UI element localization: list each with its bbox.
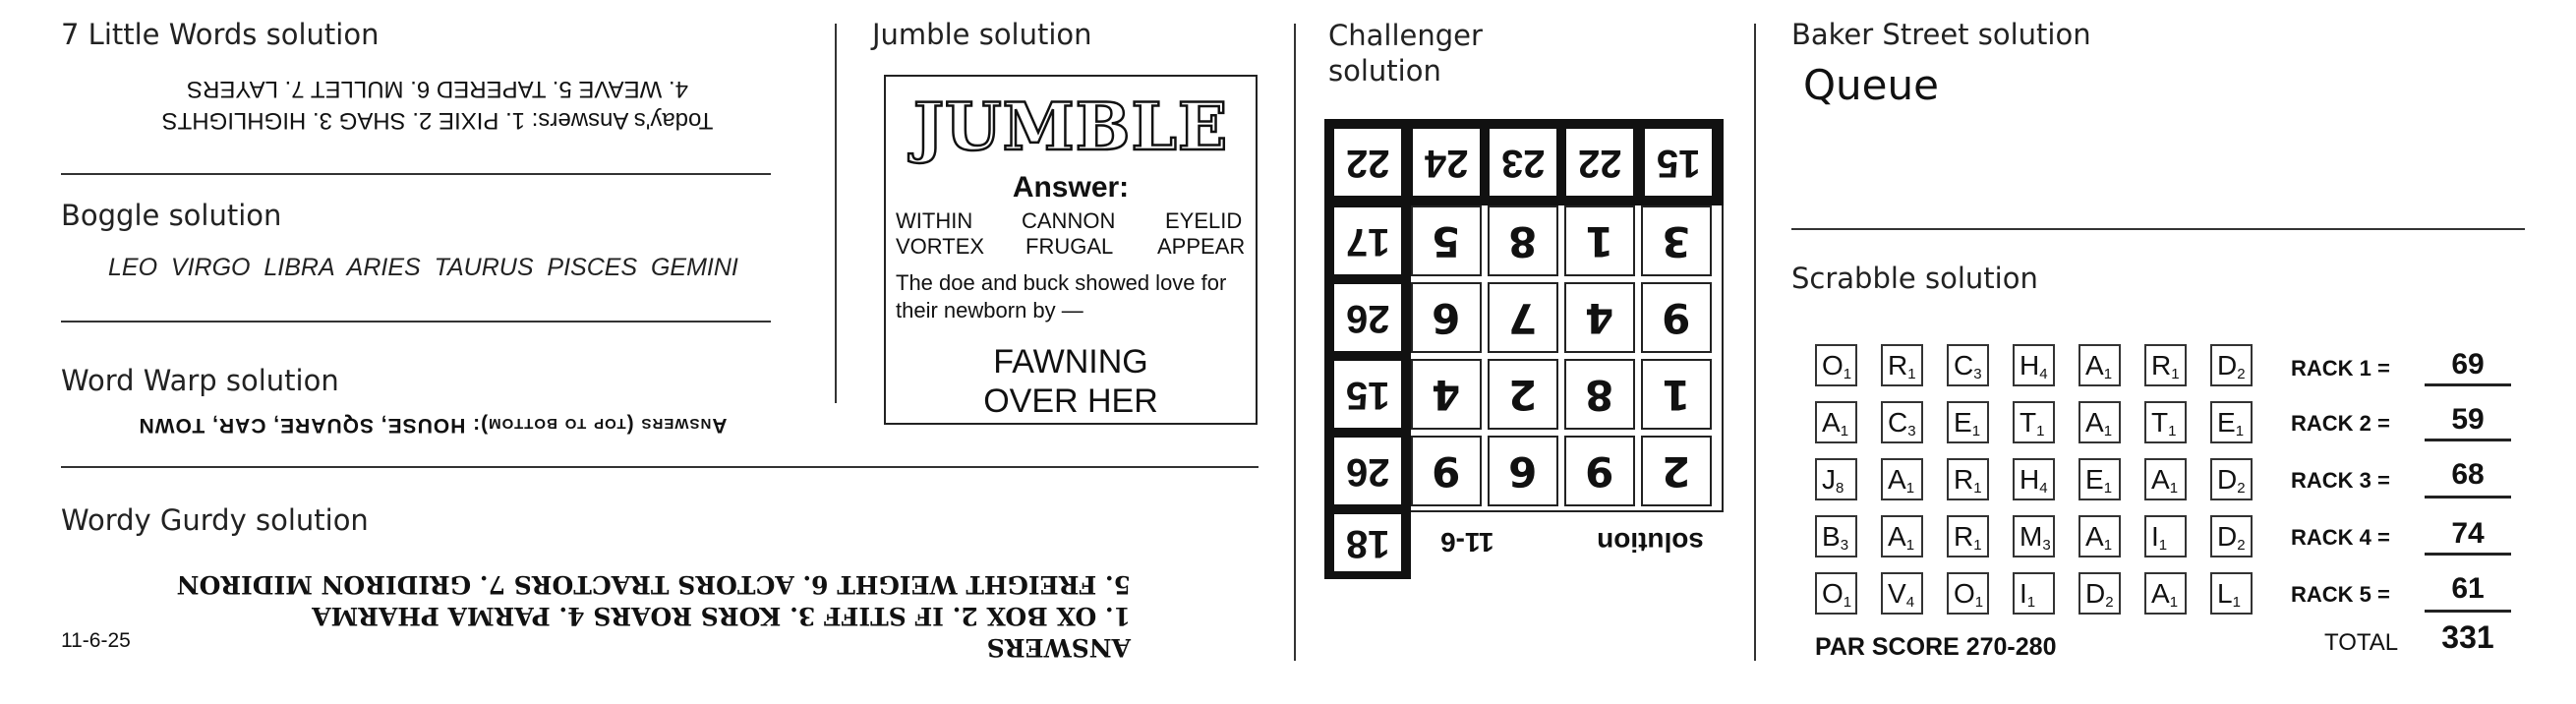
- scrabble-tile: [2013, 515, 2055, 557]
- tile-letter: R: [1954, 521, 1974, 552]
- wordy-gurdy-title: Wordy Gurdy solution: [61, 503, 369, 537]
- wordy-gurdy-answers: [147, 568, 1131, 663]
- challenger-column-sum: 22: [1334, 129, 1401, 196]
- scrabble-tile: [2210, 401, 2253, 443]
- tile-letter: A: [2085, 407, 2104, 438]
- divider: [61, 466, 1259, 468]
- scrabble-tile: [2078, 572, 2121, 615]
- tile-points: 1: [1973, 480, 1982, 497]
- tile-letter: I: [2151, 521, 2159, 552]
- scrabble-tile: [2144, 401, 2187, 443]
- challenger-title: [1328, 18, 1483, 88]
- column-separator: [1294, 24, 1296, 661]
- tile-points: 1: [2103, 480, 2113, 497]
- challenger-footer: [1411, 512, 1724, 571]
- challenger-cell: 1: [1641, 359, 1712, 430]
- scrabble-tile: [2144, 344, 2187, 386]
- challenger-row-sum: 17: [1334, 207, 1401, 274]
- tile-letter: B: [1822, 521, 1841, 552]
- tile-letter: O: [1822, 578, 1844, 609]
- scrabble-tile: [2078, 458, 2121, 500]
- total-label: TOTAL: [2324, 629, 2399, 656]
- total-score: 331: [2441, 619, 2494, 655]
- date-label: 11-6-25: [61, 629, 131, 652]
- scrabble-tile: [1947, 572, 1989, 615]
- rack-label: RACK 3 =: [2291, 468, 2390, 493]
- tile-letter: H: [2020, 350, 2040, 381]
- jumble-title: Jumble solution: [872, 18, 1092, 51]
- score-underline: [2425, 383, 2511, 386]
- scrabble-tile: [1815, 401, 1857, 443]
- tile-letter: T: [2151, 407, 2169, 438]
- scrabble-tile: [2078, 515, 2121, 557]
- par-score: PAR SCORE 270-280: [1815, 633, 2057, 661]
- wordy-gurdy-line2: 5. FREIGHT WEIGHT 6. ACTORS TRACTORS 7. GRIDIRON MIDIRON: [176, 570, 1131, 599]
- tile-letter: H: [2020, 464, 2040, 495]
- scrabble-tile: [2013, 572, 2055, 615]
- challenger-footer-label: solution: [1597, 527, 1704, 557]
- jumble-word: APPEAR: [1157, 234, 1246, 259]
- tile-letter: A: [2151, 578, 2170, 609]
- word-warp-answers: [98, 413, 767, 437]
- tile-points: 3: [1840, 537, 1849, 554]
- tile-letter: D: [2217, 350, 2238, 381]
- challenger-row-sum: 15: [1334, 361, 1401, 428]
- jumble-word: FRUGAL: [1025, 234, 1114, 259]
- challenger-cell: 6: [1411, 282, 1482, 353]
- tile-points: 1: [2103, 423, 2113, 440]
- seven-little-words-line1: Today's Answers: 1. PIXIE 2. SHAG 3. HIGHLIGHTS: [161, 107, 714, 134]
- tile-letter: M: [2020, 521, 2043, 552]
- tile-points: 1: [1843, 594, 1852, 611]
- boggle-answers: LEO VIRGO LIBRA ARIES TAURUS PISCES GEMINI: [108, 254, 738, 281]
- tile-points: 4: [1905, 594, 1915, 611]
- scrabble-tile: [2078, 401, 2121, 443]
- scrabble-tile: [1815, 515, 1857, 557]
- tile-points: 1: [1905, 480, 1915, 497]
- tile-letter: J: [1822, 464, 1836, 495]
- scrabble-tile: [2078, 344, 2121, 386]
- challenger-cell: 1: [1564, 205, 1635, 276]
- jumble-word: EYELID: [1165, 208, 1243, 233]
- scrabble-tile: [2210, 344, 2253, 386]
- tile-letter: L: [2217, 578, 2233, 609]
- rack-score: 69: [2451, 348, 2485, 381]
- boggle-title: Boggle solution: [61, 199, 282, 232]
- challenger-cell: 6: [1488, 436, 1558, 506]
- jumble-logo: JUMBLE: [912, 88, 1229, 165]
- challenger-cell: 8: [1488, 205, 1558, 276]
- tile-points: 2: [2237, 480, 2246, 497]
- tile-points: 1: [2168, 423, 2177, 440]
- tile-letter: A: [1888, 464, 1906, 495]
- tile-letter: A: [2151, 464, 2170, 495]
- tile-points: 4: [2039, 366, 2048, 382]
- score-underline: [2425, 439, 2511, 441]
- challenger-cell: 9: [1641, 282, 1712, 353]
- tile-points: 1: [2169, 480, 2179, 497]
- tile-points: 1: [2169, 594, 2179, 611]
- challenger-cell: 4: [1411, 359, 1482, 430]
- challenger-row-sum: 26: [1334, 438, 1401, 504]
- rack-score: 61: [2451, 572, 2485, 605]
- tile-letter: O: [1822, 350, 1844, 381]
- tile-letter: C: [1954, 350, 1974, 381]
- challenger-corner: 18: [1334, 514, 1401, 571]
- jumble-word: VORTEX: [896, 234, 985, 259]
- challenger-cell: 8: [1564, 359, 1635, 430]
- score-underline: [2425, 496, 2511, 499]
- tile-points: 2: [2105, 594, 2114, 611]
- scrabble-title: Scrabble solution: [1791, 262, 2038, 295]
- seven-little-words-title: 7 Little Words solution: [61, 18, 380, 51]
- tile-points: 1: [1974, 594, 1984, 611]
- tile-letter: O: [1954, 578, 1975, 609]
- tile-letter: A: [1822, 407, 1841, 438]
- tile-points: 1: [1905, 537, 1915, 554]
- challenger-cell: 2: [1488, 359, 1558, 430]
- tile-letter: I: [2020, 578, 2027, 609]
- challenger-column-sum: 23: [1490, 129, 1556, 196]
- challenger-cell: 9: [1411, 436, 1482, 506]
- divider: [61, 321, 771, 323]
- tile-letter: D: [2085, 578, 2106, 609]
- tile-points: 3: [1973, 366, 1982, 382]
- scrabble-tile: [2013, 344, 2055, 386]
- tile-letter: E: [1954, 407, 1972, 438]
- challenger-cell: 3: [1641, 205, 1712, 276]
- rack-label: RACK 2 =: [2291, 411, 2390, 436]
- column-separator: [1754, 24, 1756, 661]
- jumble-solution: [886, 342, 1256, 421]
- tile-letter: V: [1888, 578, 1906, 609]
- tile-letter: R: [1888, 350, 1908, 381]
- scrabble-tile: [2144, 458, 2187, 500]
- scrabble-tile: [1815, 344, 1857, 386]
- jumble-word: WITHIN: [896, 208, 973, 233]
- challenger-cell: 4: [1564, 282, 1635, 353]
- challenger-cell: 5: [1411, 205, 1482, 276]
- rack-label: RACK 5 =: [2291, 582, 2390, 607]
- challenger-cell: 2: [1641, 436, 1712, 506]
- scrabble-tile: [2210, 572, 2253, 615]
- jumble-word: CANNON: [1022, 208, 1116, 233]
- scrabble-tile: [1947, 401, 1989, 443]
- tile-points: 1: [1843, 366, 1852, 382]
- scrabble-tile: [1881, 515, 1923, 557]
- wordy-gurdy-heading: ANSWERS: [986, 633, 1131, 662]
- jumble-solution-line2: OVER HER: [983, 382, 1158, 420]
- tile-points: 3: [1907, 423, 1916, 440]
- scrabble-tile: [2144, 572, 2187, 615]
- tile-points: 1: [2171, 366, 2180, 382]
- scrabble-tile: [1947, 515, 1989, 557]
- seven-little-words-line2: 4. WEAVE 5. TAPERED 6. MULLET 7. LAYERS: [187, 76, 688, 102]
- scrabble-tile: [1947, 458, 1989, 500]
- tile-points: 1: [2026, 594, 2036, 611]
- jumble-solution-line1: FAWNING: [993, 343, 1148, 381]
- rack-score: 59: [2451, 403, 2485, 436]
- tile-letter: A: [2085, 350, 2104, 381]
- tile-points: 4: [2039, 480, 2048, 497]
- tile-letter: D: [2217, 521, 2238, 552]
- jumble-clue: The doe and buck showed love for their newborn by —: [896, 270, 1227, 323]
- tile-points: 3: [2042, 537, 2051, 554]
- tile-letter: R: [1954, 464, 1974, 495]
- tile-points: 1: [1973, 537, 1982, 554]
- tile-letter: A: [2085, 521, 2104, 552]
- scrabble-tile: [1815, 572, 1857, 615]
- divider: [61, 173, 771, 175]
- tile-points: 2: [2237, 366, 2246, 382]
- seven-little-words-answers: [143, 73, 732, 136]
- rack-score: 68: [2451, 458, 2485, 491]
- challenger-right-line: [1722, 205, 1724, 512]
- tile-letter: R: [2151, 350, 2172, 381]
- scrabble-tile: [1881, 458, 1923, 500]
- tile-points: 1: [1840, 423, 1849, 440]
- scrabble-tile: [1947, 344, 1989, 386]
- wordy-gurdy-line1: 1. OX BOX 2. IF STIFF 3. KORS ROARS 4. PARMA PHARMA: [312, 602, 1131, 630]
- scrabble-tile: [1881, 572, 1923, 615]
- tile-points: 8: [1836, 480, 1844, 497]
- jumble-panel: [884, 75, 1258, 425]
- tile-points: 1: [2158, 537, 2168, 554]
- scrabble-tile: [1815, 458, 1857, 500]
- scrabble-tile: [2013, 401, 2055, 443]
- challenger-grid: [1324, 119, 1724, 579]
- challenger-cell: 7: [1488, 282, 1558, 353]
- scrabble-tile: [1881, 344, 1923, 386]
- tile-letter: E: [2217, 407, 2236, 438]
- tile-letter: D: [2217, 464, 2238, 495]
- scrabble-tile: [1881, 401, 1923, 443]
- tile-points: 1: [1971, 423, 1981, 440]
- scrabble-tile: [2144, 515, 2187, 557]
- baker-street-answer: Queue: [1803, 61, 1939, 109]
- rack-label: RACK 1 =: [2291, 356, 2390, 381]
- challenger-cell: 9: [1564, 436, 1635, 506]
- scrabble-tile: [2210, 515, 2253, 557]
- word-warp-answers-text: Answers (top to bottom): HOUSE, SQUARE, CAR, TOWN: [138, 414, 728, 437]
- word-warp-title: Word Warp solution: [61, 364, 339, 397]
- tile-points: 1: [1907, 366, 1916, 382]
- scrabble-tile: [2210, 458, 2253, 500]
- challenger-row-sum: 26: [1334, 284, 1401, 351]
- tile-points: 1: [2232, 594, 2241, 611]
- tile-points: 1: [2036, 423, 2045, 440]
- tile-points: 2: [2237, 537, 2246, 554]
- challenger-column-sum: 15: [1645, 129, 1712, 196]
- score-underline: [2425, 553, 2511, 556]
- challenger-title-line1: Challenger: [1328, 19, 1483, 52]
- challenger-title-line2: solution: [1328, 54, 1441, 88]
- rack-label: RACK 4 =: [2291, 525, 2390, 550]
- jumble-answer-label: Answer:: [1012, 171, 1130, 204]
- scrabble-tile: [2013, 458, 2055, 500]
- tile-letter: E: [2085, 464, 2104, 495]
- tile-points: 1: [2103, 537, 2113, 554]
- rack-score: 74: [2451, 517, 2485, 550]
- challenger-column-sum: 22: [1566, 129, 1633, 196]
- challenger-column-sum: 24: [1413, 129, 1480, 196]
- tile-points: 1: [2103, 366, 2113, 382]
- tile-letter: A: [1888, 521, 1906, 552]
- baker-street-title: Baker Street solution: [1791, 18, 2091, 51]
- divider: [1791, 228, 2525, 230]
- tile-points: 1: [2235, 423, 2245, 440]
- tile-letter: C: [1888, 407, 1908, 438]
- score-underline: [2425, 610, 2511, 613]
- column-separator: [835, 24, 837, 403]
- tile-letter: T: [2020, 407, 2037, 438]
- challenger-footer-date: 11-6: [1440, 527, 1494, 557]
